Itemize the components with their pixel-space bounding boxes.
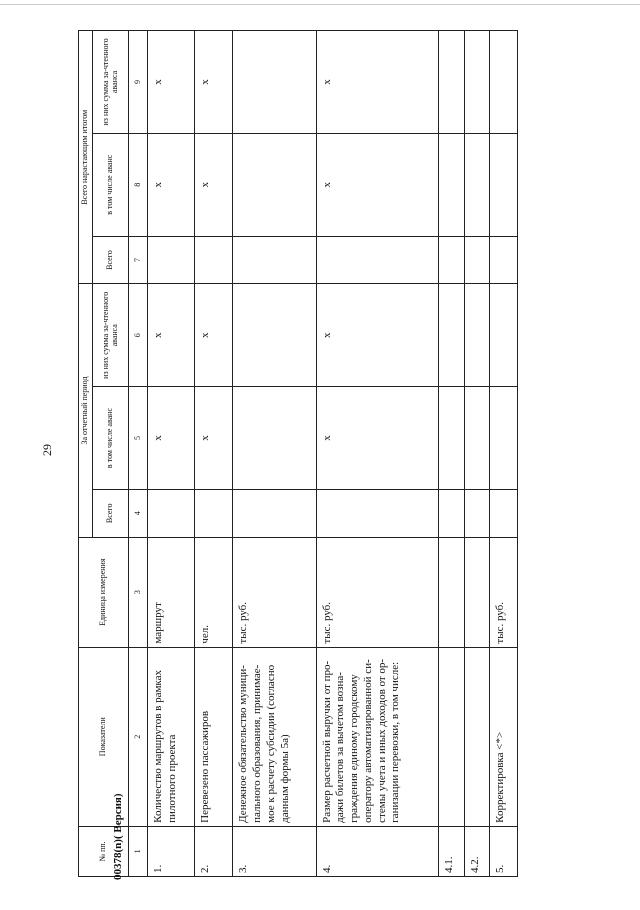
cell-cum-total bbox=[464, 236, 490, 284]
cell-period-advance bbox=[490, 387, 518, 490]
cell-cum-advance bbox=[464, 133, 490, 236]
cell-cum-total bbox=[148, 236, 195, 284]
cell-cum-credited: х bbox=[148, 31, 195, 134]
header-cum-total: Всего bbox=[93, 236, 129, 284]
report-table-container bbox=[78, 30, 518, 877]
header-cum-advance: в том числе аванс bbox=[93, 133, 129, 236]
table-row bbox=[439, 31, 465, 877]
row-indicator: Денежное обязательство муници-пального образования, принимае-мое к расчету субсидии (согласно данным формы 5а) bbox=[233, 647, 316, 826]
document-version-code: 00378(n)( Версия) bbox=[112, 793, 124, 880]
cell-cum-advance: х bbox=[195, 133, 233, 236]
report-table bbox=[78, 30, 518, 877]
cell-cum-credited bbox=[439, 31, 465, 134]
cell-period-total bbox=[233, 489, 316, 537]
row-number: 5. bbox=[490, 826, 518, 876]
cell-period-total bbox=[195, 489, 233, 537]
table-row bbox=[464, 31, 490, 877]
cell-cum-credited: х bbox=[195, 31, 233, 134]
cell-cum-total bbox=[439, 236, 465, 284]
header-cum-credited: из них сумма за-чтенного аванса bbox=[93, 31, 129, 134]
table-row bbox=[316, 31, 439, 877]
cell-cum-total bbox=[233, 236, 316, 284]
cell-period-advance: х bbox=[195, 387, 233, 490]
row-unit: тыс. руб. bbox=[233, 537, 316, 647]
index-row bbox=[129, 31, 148, 877]
cell-cum-credited bbox=[233, 31, 316, 134]
table-row bbox=[148, 31, 195, 877]
cell-period-total bbox=[148, 489, 195, 537]
cell-period-credited bbox=[464, 284, 490, 387]
cell-period-credited: х bbox=[148, 284, 195, 387]
cell-cum-advance bbox=[439, 133, 465, 236]
scan-top-rule bbox=[0, 4, 640, 5]
cell-period-advance bbox=[439, 387, 465, 490]
cell-cum-total bbox=[195, 236, 233, 284]
index-cell: 8 bbox=[129, 133, 148, 236]
index-cell: 3 bbox=[129, 537, 148, 647]
header-indicator: Показатели bbox=[79, 647, 129, 826]
row-number: 4. bbox=[316, 826, 439, 876]
row-number: 2. bbox=[195, 826, 233, 876]
cell-period-credited bbox=[233, 284, 316, 387]
cell-cum-advance bbox=[233, 133, 316, 236]
cell-period-advance: х bbox=[148, 387, 195, 490]
header-cumulative: Всего нарастающим итогом bbox=[79, 31, 93, 284]
cell-period-credited bbox=[439, 284, 465, 387]
cell-cum-total bbox=[490, 236, 518, 284]
row-indicator: Размер расчетной выручки от про-дажи билетов за вычетом возна-граждения единому городскому оператору автоматизированной си-стемы учета и иных доходов от ор-ганизации перевозки, в том числе: bbox=[316, 647, 439, 826]
page-number: 29 bbox=[40, 444, 54, 456]
row-indicator: Перевезено пассажиров bbox=[195, 647, 233, 826]
cell-period-credited: х bbox=[316, 284, 439, 387]
row-unit: тыс. руб. bbox=[316, 537, 439, 647]
index-cell: 6 bbox=[129, 284, 148, 387]
row-unit bbox=[439, 537, 465, 647]
cell-period-advance: х bbox=[316, 387, 439, 490]
index-cell: 2 bbox=[129, 647, 148, 826]
row-unit: тыс. руб. bbox=[490, 537, 518, 647]
row-number: 1. bbox=[148, 826, 195, 876]
header-num: № пп. bbox=[79, 826, 129, 876]
cell-cum-advance: х bbox=[148, 133, 195, 236]
header-unit: Единица измерения bbox=[79, 537, 129, 647]
row-number: 4.2. bbox=[464, 826, 490, 876]
row-number: 4.1. bbox=[439, 826, 465, 876]
cell-cum-credited: х bbox=[316, 31, 439, 134]
row-indicator: Корректировка <*> bbox=[490, 647, 518, 826]
cell-period-credited bbox=[490, 284, 518, 387]
table-row bbox=[195, 31, 233, 877]
index-cell: 1 bbox=[129, 826, 148, 876]
row-indicator bbox=[439, 647, 465, 826]
row-number: 3. bbox=[233, 826, 316, 876]
index-cell: 4 bbox=[129, 489, 148, 537]
cell-period-total bbox=[439, 489, 465, 537]
header-period: За отчетный период bbox=[79, 284, 93, 537]
index-cell: 5 bbox=[129, 387, 148, 490]
row-unit bbox=[464, 537, 490, 647]
cell-cum-credited bbox=[464, 31, 490, 134]
row-unit: маршрут bbox=[148, 537, 195, 647]
header-period-advance: в том числе аванс bbox=[93, 387, 129, 490]
header-period-total: Всего bbox=[93, 489, 129, 537]
cell-period-advance bbox=[233, 387, 316, 490]
table-row bbox=[233, 31, 316, 877]
row-unit: чел. bbox=[195, 537, 233, 647]
index-cell: 7 bbox=[129, 236, 148, 284]
cell-period-total bbox=[316, 489, 439, 537]
cell-period-advance bbox=[464, 387, 490, 490]
cell-cum-advance: х bbox=[316, 133, 439, 236]
cell-cum-credited bbox=[490, 31, 518, 134]
cell-period-total bbox=[490, 489, 518, 537]
index-cell: 9 bbox=[129, 31, 148, 134]
row-indicator: Количество маршрутов в рамках пилотного проекта bbox=[148, 647, 195, 826]
cell-period-credited: х bbox=[195, 284, 233, 387]
cell-cum-advance bbox=[490, 133, 518, 236]
header-period-credited: из них сумма за-чтенного аванса bbox=[93, 284, 129, 387]
cell-period-total bbox=[464, 489, 490, 537]
cell-cum-total bbox=[316, 236, 439, 284]
table-row bbox=[490, 31, 518, 877]
row-indicator bbox=[464, 647, 490, 826]
